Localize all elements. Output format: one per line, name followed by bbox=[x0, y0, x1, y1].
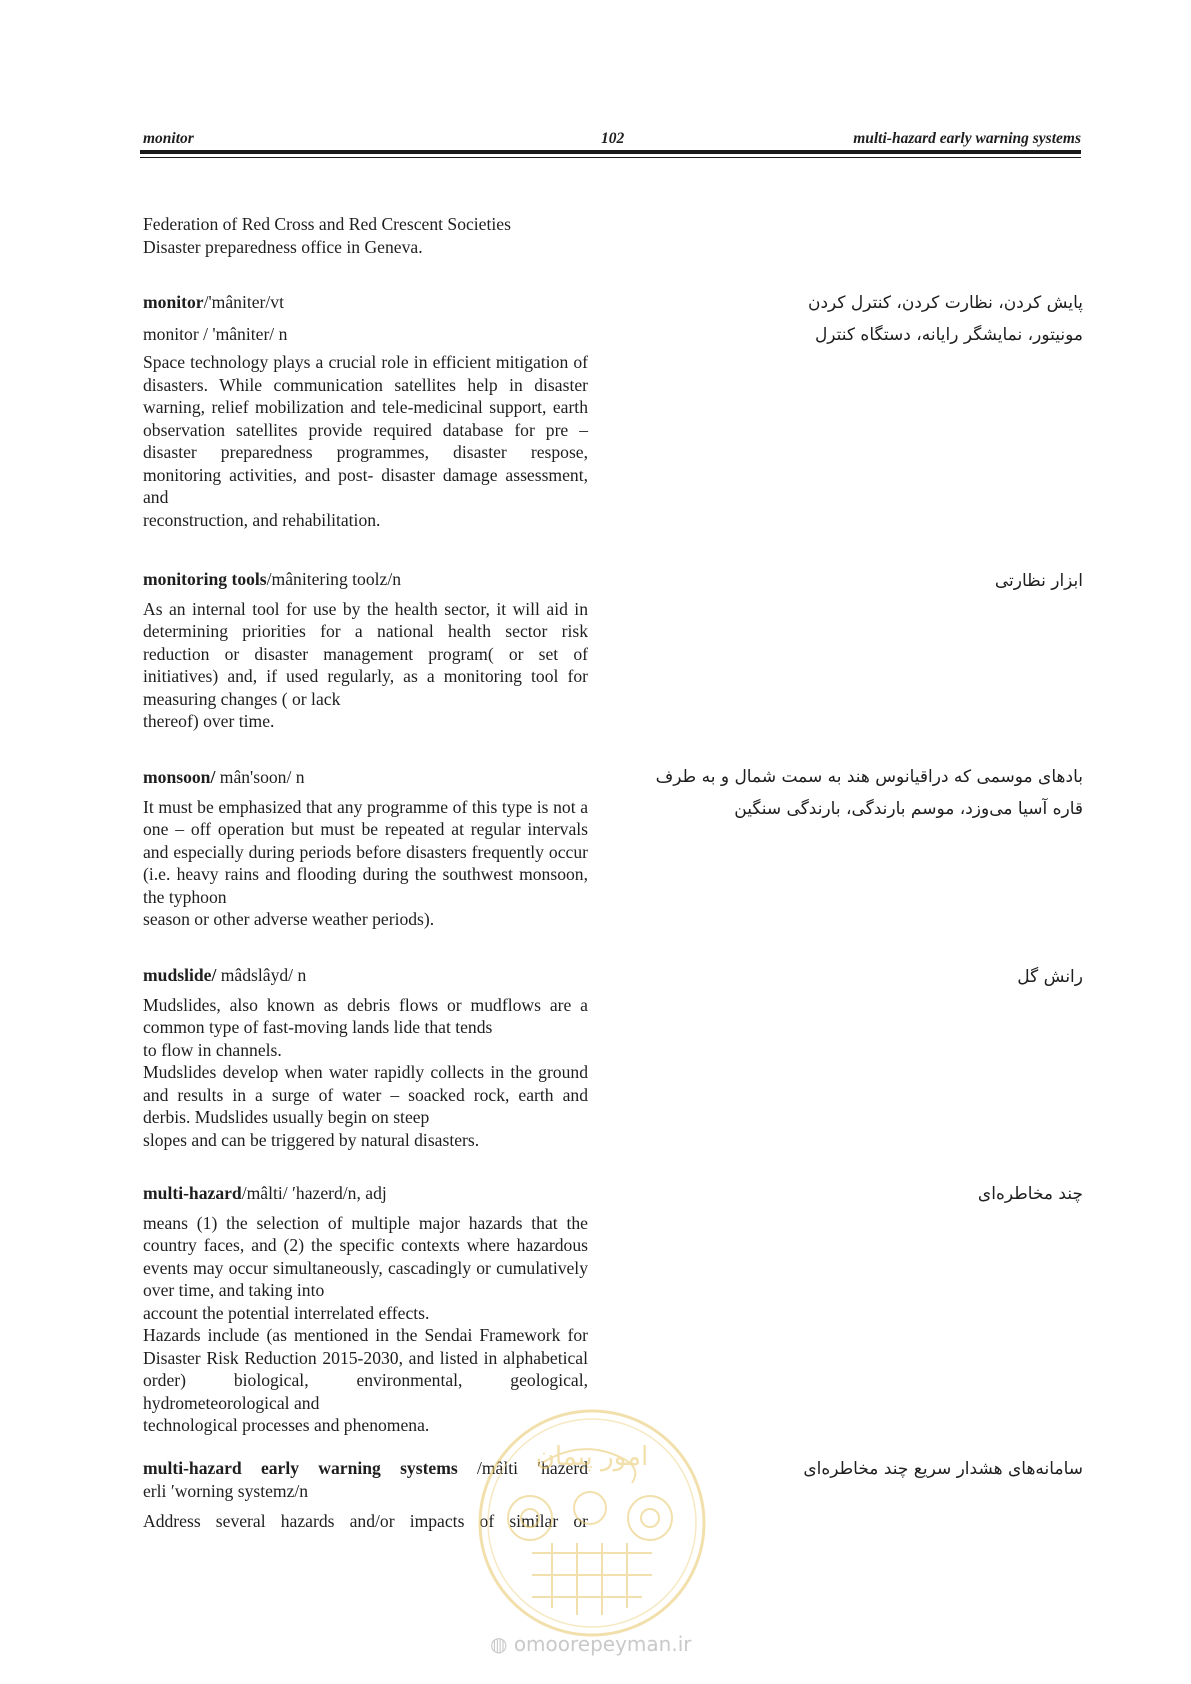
headword: mudslide/ bbox=[143, 965, 217, 985]
alternate-heading: monitor / 'mâniter/ n bbox=[143, 323, 288, 344]
persian-line: ابزار نظارتی bbox=[994, 571, 1083, 591]
persian-line: چند مخاطره‌ای bbox=[977, 1184, 1083, 1204]
headword: monsoon/ bbox=[143, 767, 216, 787]
headword: multi-hazard early warning systems bbox=[143, 1458, 458, 1478]
definition-end: slopes and can be triggered by natural disasters. bbox=[143, 1129, 480, 1150]
entry-monitor bbox=[143, 291, 588, 531]
definition: Address several hazards and/or impacts of similar or bbox=[143, 1511, 588, 1531]
entry-monitoring-tools bbox=[143, 568, 588, 733]
running-header-right: multi-hazard early warning systems bbox=[853, 130, 1081, 147]
definition-paragraph-2: Mudslides develop when water rapidly collects in the ground and results in a surge of water – soacked rock, earth and derbis. Mudslides usually begin on steep bbox=[143, 1062, 588, 1127]
entry-heading bbox=[143, 964, 588, 987]
persian-line: بادهای موسمی که دراقیانوس هند به سمت شمال و به طرف bbox=[655, 767, 1083, 787]
entry-heading bbox=[143, 291, 588, 314]
definition: means (1) the selection of multiple major hazards that the country faces, and (2) the specific contexts where hazardous events may occur simultaneously, cascadingly or cumulatively over time, and taking into bbox=[143, 1212, 588, 1300]
definition-end: thereof) over time. bbox=[143, 711, 275, 731]
entry-heading bbox=[143, 766, 588, 789]
pronunciation: /mânitering toolz/n bbox=[266, 569, 402, 589]
entry-heading bbox=[143, 568, 588, 591]
definition-paragraph-2: Hazards include (as mentioned in the Sendai Framework for Disaster Risk Reduction 2015-2030, and listed in alphabetical order) biological, environmental, geological, hydrometeorological and bbox=[143, 1325, 588, 1413]
pronunciation: /'mâniter/vt bbox=[203, 292, 284, 312]
page-number: 102 bbox=[601, 130, 625, 147]
pronunciation: mân'soon/ n bbox=[215, 767, 305, 787]
pronunciation: mâdslâyd/ n bbox=[216, 965, 307, 985]
definition-end: season or other adverse weather periods). bbox=[143, 909, 435, 929]
intro-line: Federation of Red Cross and Red Crescent Societies bbox=[143, 214, 511, 234]
persian-line: قاره آسیا می‌وزد، موسم بارندگی، بارندگی سنگین bbox=[734, 799, 1083, 819]
persian-translation-monsoon bbox=[603, 761, 1083, 825]
running-header-left: monitor bbox=[143, 130, 194, 147]
definition: It must be emphasized that any programme of this type is not a one – off operation but must be repeated at regular intervals and especially during periods before disasters frequently occur (i.e. heavy rains and flooding during the southwest monsoon, the typhoon bbox=[143, 796, 588, 907]
persian-line: مونیتور، نمایشگر رایانه، دستگاه کنترل bbox=[814, 325, 1083, 345]
definition-end: technological processes and phenomena. bbox=[143, 1415, 430, 1435]
pronunciation-continued: erli ′worning systemz/n bbox=[143, 1480, 309, 1501]
header-rule-thick bbox=[140, 150, 1081, 154]
persian-line: سامانه‌های هشدار سریع چند مخاطره‌ای bbox=[803, 1459, 1083, 1479]
persian-translation-monitoring-tools bbox=[603, 565, 1083, 597]
persian-line: پایش کردن، نظارت کردن، کنترل کردن bbox=[807, 293, 1083, 313]
watermark-url-text: omoorepeyman.ir bbox=[513, 1632, 692, 1656]
intro-text bbox=[143, 213, 588, 258]
persian-translation-monitor bbox=[603, 287, 1083, 351]
watermark-logo-text: امور پیمان bbox=[535, 1442, 649, 1472]
definition: Space technology plays a crucial role in efficient mitigation of disasters. While communication satellites help in disaster warning, relief mobilization and tele-medicinal support, earth observation satellites provide required database for pre – disaster preparedness programmes, disaster respose, monitoring activities, and post- disaster damage assessment, and bbox=[143, 352, 588, 507]
definition-end: reconstruction, and rehabilitation. bbox=[143, 509, 381, 530]
persian-translation-mudslide bbox=[603, 961, 1083, 993]
entry-mudslide bbox=[143, 964, 588, 1151]
definition-end: account the potential interrelated effects. bbox=[143, 1302, 430, 1323]
definition: As an internal tool for use by the health sector, it will aid in determining priorities for a national health sector risk reduction or disaster management program( or set of initiatives) and, if used regularly, as a monitoring tool for measuring changes ( or lack bbox=[143, 598, 588, 709]
header-rule-thin bbox=[140, 157, 1081, 158]
definition-end: to flow in channels. bbox=[143, 1039, 282, 1060]
headword: monitoring tools bbox=[143, 569, 267, 589]
persian-translation-multi-hazard bbox=[603, 1178, 1083, 1210]
pronunciation: /mâlti/ ′hazerd/n, adj bbox=[241, 1183, 387, 1203]
pronunciation: /mâlti ′hazerd bbox=[457, 1458, 588, 1478]
intro-line: Disaster preparedness office in Geneva. bbox=[143, 236, 423, 257]
headword: multi-hazard bbox=[143, 1183, 242, 1203]
persian-line: رانش گل bbox=[1017, 967, 1083, 987]
watermark-globe-icon: ◍ bbox=[490, 1632, 508, 1656]
watermark-url bbox=[490, 1632, 691, 1656]
definition: Mudslides, also known as debris flows or mudflows are a common type of fast-moving lands lide that tends bbox=[143, 994, 588, 1037]
watermark-logo bbox=[472, 1403, 712, 1643]
entry-heading bbox=[143, 1182, 588, 1205]
headword: monitor bbox=[143, 292, 204, 312]
entry-monsoon bbox=[143, 766, 588, 931]
entry-multi-hazard bbox=[143, 1182, 588, 1437]
